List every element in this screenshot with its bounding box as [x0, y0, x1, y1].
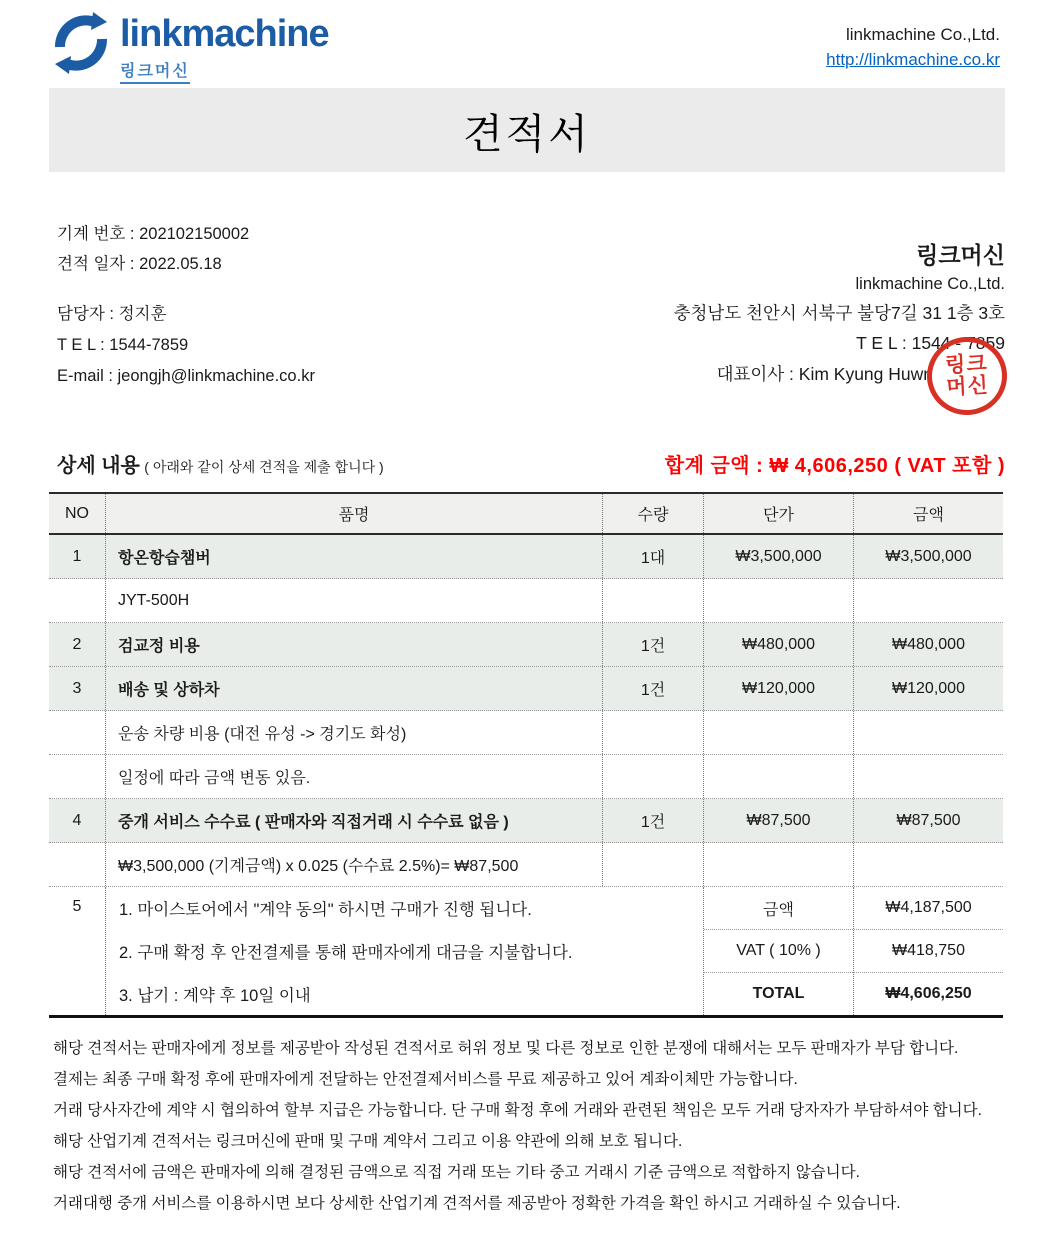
- logo: [49, 10, 329, 84]
- row-unit-price-cell: ₩120,000: [703, 667, 853, 710]
- row-no-cell: [49, 843, 105, 886]
- seller-tel: T E L : 1544 - 7859: [856, 333, 1005, 353]
- document-title: 견적서: [463, 110, 591, 157]
- details-subtitle: ( 아래와 같이 상세 견적을 제출 합니다 ): [144, 459, 384, 475]
- grand-total-text: 합계 금액 : ₩ 4,606,250 ( VAT 포함 ): [664, 455, 1005, 477]
- row-item-name-cell: 배송 및 상하차: [105, 667, 602, 710]
- table-row: [49, 579, 1003, 623]
- summary-total-label: TOTAL: [704, 972, 853, 1015]
- row-no-cell: 4: [72, 811, 82, 829]
- column-header-amount: 금액: [853, 494, 1003, 533]
- row-item-name-cell: ₩3,500,000 (기계금액) x 0.025 (수수료 2.5%)= ₩87,500: [105, 843, 602, 886]
- table-summary-section: [49, 887, 1003, 1018]
- footer-note-line: 해당 산업기계 견적서는 링크머신에 판매 및 구매 계약서 그리고 이용 약관에 의해 보호 됩니다.: [53, 1133, 683, 1150]
- row-quantity-cell: [602, 579, 703, 622]
- brand-name: linkmachine: [120, 13, 329, 55]
- row-amount-cell: [853, 843, 1003, 886]
- row-item-name-cell: 일정에 따라 금액 변동 있음.: [105, 755, 602, 798]
- row-no-cell: [49, 579, 105, 622]
- meta-line: T E L : 1544-7859: [57, 336, 189, 354]
- row-amount-cell: [853, 579, 1003, 622]
- meta-line: E-mail : jeongjh@linkmachine.co.kr: [57, 367, 315, 385]
- row-unit-price-cell: [703, 755, 853, 798]
- row-amount-cell: [853, 711, 1003, 754]
- summary-total-value: ₩418,750: [854, 929, 1003, 972]
- row-quantity-cell: 1대: [602, 535, 703, 578]
- summary-total-values: [853, 887, 1003, 1015]
- row-unit-price-cell: [703, 843, 853, 886]
- footer-note-line: 거래대행 중개 서비스를 이용하시면 보다 상세한 산업기계 견적서를 제공받아 정확한 가격을 확인 하시고 거래하실 수 있습니다.: [53, 1195, 901, 1212]
- table-row: [49, 711, 1003, 755]
- brand-korean-name: 링크머신: [120, 58, 190, 84]
- row-item-name-cell: 검교정 비용: [105, 623, 602, 666]
- table-row: [49, 667, 1003, 711]
- table-row: [49, 755, 1003, 799]
- seller-name-korean: 링크머신: [916, 242, 1005, 268]
- stamp-text-top: 링크: [944, 351, 989, 378]
- row-no-cell: 3: [72, 679, 82, 697]
- table-row: [49, 799, 1003, 843]
- summary-note-line: 2. 구매 확정 후 안전결제를 통해 판매자에게 대금을 지불합니다.: [119, 944, 573, 962]
- row-quantity-cell: 1건: [602, 799, 703, 842]
- summary-notes: [105, 887, 703, 1015]
- quote-meta-numbers: [57, 219, 249, 279]
- row-amount-cell: ₩87,500: [853, 799, 1003, 842]
- row-unit-price-cell: [703, 579, 853, 622]
- row-quantity-cell: 1건: [602, 623, 703, 666]
- column-header-no: NO: [65, 504, 89, 522]
- row-item-name-cell: JYT-500H: [105, 579, 602, 622]
- row-amount-cell: [853, 755, 1003, 798]
- row-quantity-cell: [602, 711, 703, 754]
- row-unit-price-cell: ₩480,000: [703, 623, 853, 666]
- row-amount-cell: ₩480,000: [853, 623, 1003, 666]
- summary-total-labels: [703, 887, 853, 1015]
- quote-meta-contact: [57, 299, 315, 392]
- table-header-row: [49, 494, 1003, 535]
- meta-line: 견적 일자 : 2022.05.18: [57, 255, 222, 273]
- seller-name-english: linkmachine Co.,Ltd.: [855, 275, 1005, 293]
- company-header-block: [826, 22, 1000, 72]
- details-title: 상세 내용: [57, 455, 140, 477]
- table-row: [49, 535, 1003, 579]
- row-item-name-cell: 항온항습챔버: [105, 535, 602, 578]
- details-header: [57, 449, 1005, 478]
- row-amount-cell: ₩120,000: [853, 667, 1003, 710]
- row-quantity-cell: [602, 843, 703, 886]
- row-quantity-cell: [602, 755, 703, 798]
- company-url-link[interactable]: http://linkmachine.co.kr: [826, 50, 1000, 69]
- row-no-cell: [49, 755, 105, 798]
- table-row: [49, 623, 1003, 667]
- meta-line: 담당자 : 정지훈: [57, 305, 167, 323]
- summary-total-label: 금액: [763, 901, 794, 919]
- row-no-cell: 2: [72, 635, 82, 653]
- row-item-name-cell: 운송 차량 비용 (대전 유성 -> 경기도 화성): [105, 711, 602, 754]
- table-row: [49, 843, 1003, 887]
- summary-note-line: 3. 납기 : 계약 후 10일 이내: [119, 986, 311, 1005]
- column-header-item-name: 품명: [105, 494, 602, 533]
- seller-ceo: 대표이사 : Kim Kyung Huwn: [716, 364, 933, 384]
- row-no-cell: 1: [72, 547, 82, 565]
- circular-arrows-logo-icon: [49, 10, 113, 76]
- title-band: [49, 88, 1005, 172]
- row-unit-price-cell: [703, 711, 853, 754]
- stamp-text-bottom: 머신: [945, 373, 990, 400]
- footer-note-line: 해당 견적서에 금액은 판매자에 의해 결정된 금액으로 직접 거래 또는 기타 중고 거래시 기준 금액으로 적합하지 않습니다.: [53, 1164, 860, 1181]
- row-amount-cell: ₩3,500,000: [853, 535, 1003, 578]
- column-header-unit-price: 단가: [703, 494, 853, 533]
- footer-disclaimer-notes: [53, 1033, 982, 1219]
- quotation-table: [49, 492, 1003, 1018]
- summary-total-value: ₩4,606,250: [854, 972, 1003, 1015]
- row-no-cell: [49, 711, 105, 754]
- row-item-name-cell: 중개 서비스 수수료 ( 판매자와 직접거래 시 수수료 없음 ): [105, 799, 602, 842]
- footer-note-line: 거래 당사자간에 계약 시 협의하여 할부 지급은 가능합니다. 단 구매 확정 후에 거래와 관련된 책임은 모두 거래 당자자가 부담하셔야 합니다.: [53, 1102, 982, 1119]
- row-unit-price-cell: ₩87,500: [703, 799, 853, 842]
- summary-note-line: 1. 마이스토어에서 "계약 동의" 하시면 구매가 진행 됩니다.: [119, 901, 532, 920]
- seller-address: 충청남도 천안시 서북구 불당7길 31 1층 3호: [673, 303, 1005, 323]
- column-header-quantity: 수량: [602, 494, 703, 533]
- summary-total-value: ₩4,187,500: [885, 899, 972, 916]
- footer-note-line: 해당 견적서는 판매자에게 정보를 제공받아 작성된 견적서로 허위 정보 및 다른 정보로 인한 분쟁에 대해서는 모두 판매자가 부담 합니다.: [53, 1040, 959, 1057]
- row-quantity-cell: 1건: [602, 667, 703, 710]
- summary-total-label: VAT ( 10% ): [704, 929, 853, 972]
- company-name: linkmachine Co.,Ltd.: [845, 25, 1000, 44]
- meta-line: 기계 번호 : 202102150002: [57, 225, 250, 243]
- summary-row-number: 5: [72, 898, 82, 915]
- table-body: [49, 535, 1003, 887]
- footer-note-line: 결제는 최종 구매 확정 후에 판매자에게 전달하는 안전결제서비스를 무료 제공하고 있어 계좌이체만 가능합니다.: [53, 1071, 798, 1088]
- row-unit-price-cell: ₩3,500,000: [703, 535, 853, 578]
